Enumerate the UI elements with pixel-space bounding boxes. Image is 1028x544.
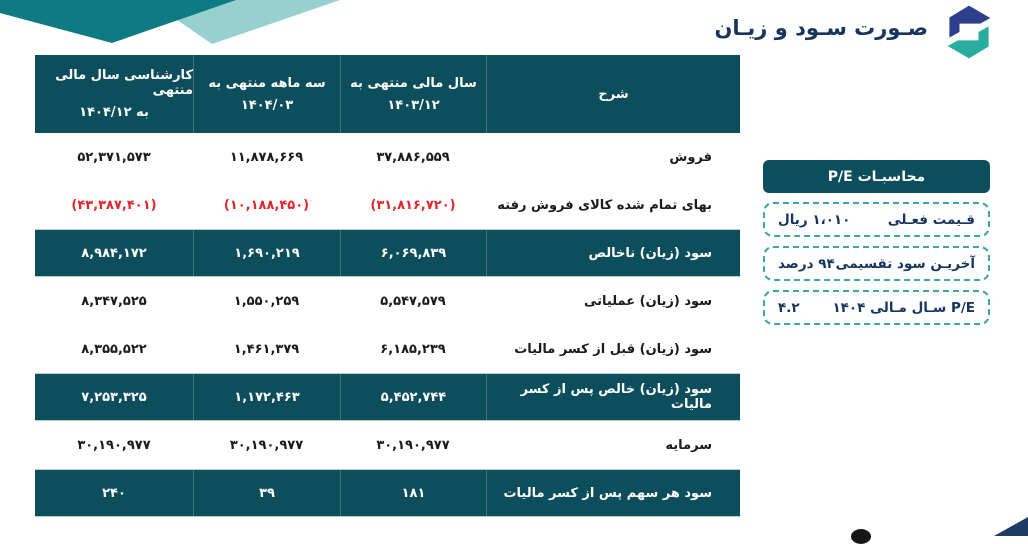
header-cell-quarter-1404: سه ماهه منتهی به ۱۴۰۴/۰۳ xyxy=(193,55,340,133)
table-header-row xyxy=(35,55,740,133)
table-row-gross-profit: سود (زیان) ناخالص ۶,۰۶۹,۸۳۹ ۱,۶۹۰,۲۱۹ ۸,۹۸۴,۱۷۲ xyxy=(35,229,740,277)
pe-ratio-label: P/E سـال مـالی ۱۴۰۴ xyxy=(832,299,975,316)
pe-current-price-box xyxy=(763,202,990,237)
cutoff-bottom-icon xyxy=(851,529,871,544)
table-row-pretax-profit: سود (زیان) قبل از کسر مالیات ۶,۱۸۵,۲۳۹ ۱,۴۶۱,۳۷۹ ۸,۳۵۵,۵۲۲ xyxy=(81,341,712,357)
pe-last-dividend-box xyxy=(763,246,990,281)
pe-panel-title: محاسبـات P/E xyxy=(763,160,990,193)
header-cell-fiscal-year-1403: سال مالی منتهی به ۱۴۰۳/۱۲ xyxy=(340,55,486,133)
pe-last-dividend-value: ۹۴ درصد xyxy=(778,255,835,272)
pe-ratio-box xyxy=(763,290,990,325)
table-row-eps: سود هر سهم پس از کسر مالیات ۱۸۱ ۳۹ ۲۴۰ xyxy=(35,469,740,517)
page-title: صـورت سـود و زیـان xyxy=(714,16,928,40)
header-cell-estimate-1404: کارشناسی سال مالی منتهی به ۱۴۰۴/۱۲ xyxy=(55,68,193,120)
pe-ratio-value: ۴.۲ xyxy=(778,299,800,316)
corner-triangle xyxy=(994,517,1028,536)
hexagon-s-logo-icon xyxy=(938,4,1000,60)
pe-calculations-panel xyxy=(763,160,990,325)
table-row-operating-profit: سود (زیان) عملیاتی ۵,۵۴۷,۵۷۹ ۱,۵۵۰,۲۵۹ ۸,۳۴۷,۵۲۵ xyxy=(81,293,712,309)
header-cell-description: شرح xyxy=(486,55,740,133)
table-row-net-profit: سود (زیان) خالص پس از کسر مالیات ۵,۴۵۲,۷۴۴ ۱,۱۷۲,۴۶۳ ۷,۲۵۳,۳۲۵ xyxy=(35,373,740,421)
table-row-sales: فروش ۳۷,۸۸۶,۵۵۹ ۱۱,۸۷۸,۶۶۹ ۵۲,۳۷۱,۵۷۳ xyxy=(77,149,712,165)
income-statement-table xyxy=(35,55,740,517)
pe-last-dividend-label: آخریـن سود تقسیمی xyxy=(835,255,975,272)
pe-current-price-value: ۱،۰۱۰ ریال xyxy=(778,211,851,228)
pe-current-price-label: قـیمت فعـلی xyxy=(887,211,975,228)
table-row-capital: سرمایه ۳۰,۱۹۰,۹۷۷ ۳۰,۱۹۰,۹۷۷ ۳۰,۱۹۰,۹۷۷ xyxy=(77,437,712,453)
table-row-cogs: بهای تمام شده کالای فروش رفته (۳۱,۸۱۶,۷۲۰) (۱۰,۱۸۸,۴۵۰) (۴۳,۳۸۷,۴۰۱) xyxy=(71,197,712,213)
